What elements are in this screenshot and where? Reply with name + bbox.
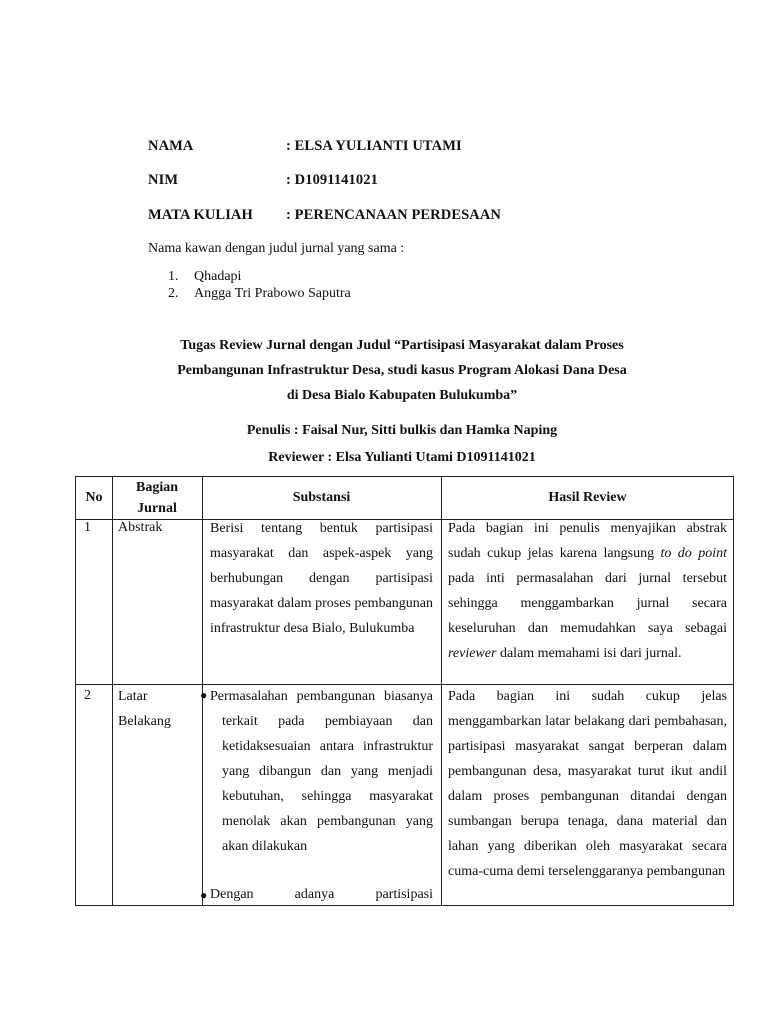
- row1-bagian: Abstrak: [118, 520, 163, 535]
- nim-label: NIM: [148, 172, 179, 188]
- header-no: No: [85, 490, 103, 505]
- kawan-list: [168, 268, 351, 302]
- header-bagian-line2: Jurnal: [137, 501, 177, 516]
- row1-hasil-emphasis-2: reviewer: [448, 646, 497, 661]
- kawan-name: Angga Tri Prabowo Saputra: [194, 286, 351, 301]
- header-bagian-line1: Bagian: [135, 480, 178, 495]
- header-bagian-jurnal: [112, 477, 202, 519]
- info-mata-kuliah: [148, 207, 501, 224]
- title-line-1: Tugas Review Jurnal dengan Judul “Partisipasi Masyarakat dalam Proses: [180, 338, 624, 353]
- kawan-intro: Nama kawan dengan judul jurnal yang sama :: [148, 241, 405, 256]
- header-substansi: Substansi: [292, 490, 351, 505]
- row2-substansi-bullet-2: Dengan adanya partisipasi: [210, 887, 433, 902]
- bullet-icon: ●: [200, 688, 208, 702]
- row2-hasil-review: Pada bagian ini sudah cukup jelas menggambarkan latar belakang dari pembahasan, partisipasi masyarakat sangat berperan dalam pembangunan desa, masyarakat turut ikut andil dalam proses pembangunan ditandai dengan sumbangan berupa tenaga, dana material dan lahan yang diberikan oleh masyarakat secara cuma-cuma demi terselenggaranya pembangunan: [448, 689, 727, 879]
- row1-hasil-part-a: Pada bagian ini penulis menyajikan abstrak sudah cukup jelas karena langsung: [448, 521, 727, 561]
- row2-bagian: [118, 684, 171, 734]
- row2-bagian-line1: Latar: [118, 689, 148, 704]
- title-line-3: di Desa Bialo Kabupaten Bulukumba”: [286, 388, 518, 403]
- row1-no: 1: [84, 520, 91, 535]
- bullet-icon: ●: [200, 888, 208, 902]
- row2-substansi-bullet-1-text: Permasalahan pembangunan biasanya terkait pada pembiayaan dan ketidaksesuaian antara infrastruktur yang dibangun dan yang menjadi kebutuhan, sehingga masyarakat menolak akan pembangunan yang akan dilakukan: [210, 689, 433, 854]
- row2-no: 2: [84, 688, 91, 703]
- column-divider: [441, 477, 442, 905]
- reviewer-line: Reviewer : Elsa Yulianti Utami D1091141021: [268, 450, 536, 465]
- list-number: 1.: [168, 269, 179, 284]
- row1-hasil-part-b: pada inti permasalahan dari jurnal tersebut sehingga menggambarkan jurnal secara keseluruhan dan memudahkan saya sebagai: [448, 571, 727, 636]
- nama-value: : ELSA YULIANTI UTAMI: [286, 138, 462, 154]
- row1-hasil-review: [448, 516, 727, 666]
- mata-kuliah-label: MATA KULIAH: [148, 207, 253, 223]
- column-divider: [112, 477, 113, 905]
- nim-value: : D1091141021: [286, 172, 378, 188]
- info-nama: [148, 138, 462, 155]
- penulis-line: Penulis : Faisal Nur, Sitti bulkis dan Hamka Naping: [246, 423, 558, 438]
- row2-bagian-line2: Belakang: [118, 714, 171, 729]
- row1-hasil-part-c: dalam memahami isi dari jurnal.: [496, 646, 682, 661]
- review-table: [75, 476, 734, 906]
- row1-substansi: Berisi tentang bentuk partisipasi masyarakat dan aspek-aspek yang berhubungan dengan partisipasi masyarakat dalam proses pembangunan infrastruktur desa Bialo, Bulukumba: [210, 521, 433, 636]
- header-hasil-review: Hasil Review: [548, 490, 627, 505]
- list-item: [168, 268, 351, 285]
- title-line-2: Pembangunan Infrastruktur Desa, studi kasus Program Alokasi Dana Desa: [177, 363, 627, 378]
- list-item: [168, 285, 351, 302]
- row1-hasil-emphasis-1: to do point: [660, 546, 728, 561]
- list-number: 2.: [168, 286, 179, 301]
- kawan-name: Qhadapi: [194, 269, 242, 284]
- nama-label: NAMA: [148, 138, 194, 154]
- info-nim: [148, 172, 378, 189]
- mata-kuliah-value: : PERENCANAAN PERDESAAN: [286, 207, 501, 223]
